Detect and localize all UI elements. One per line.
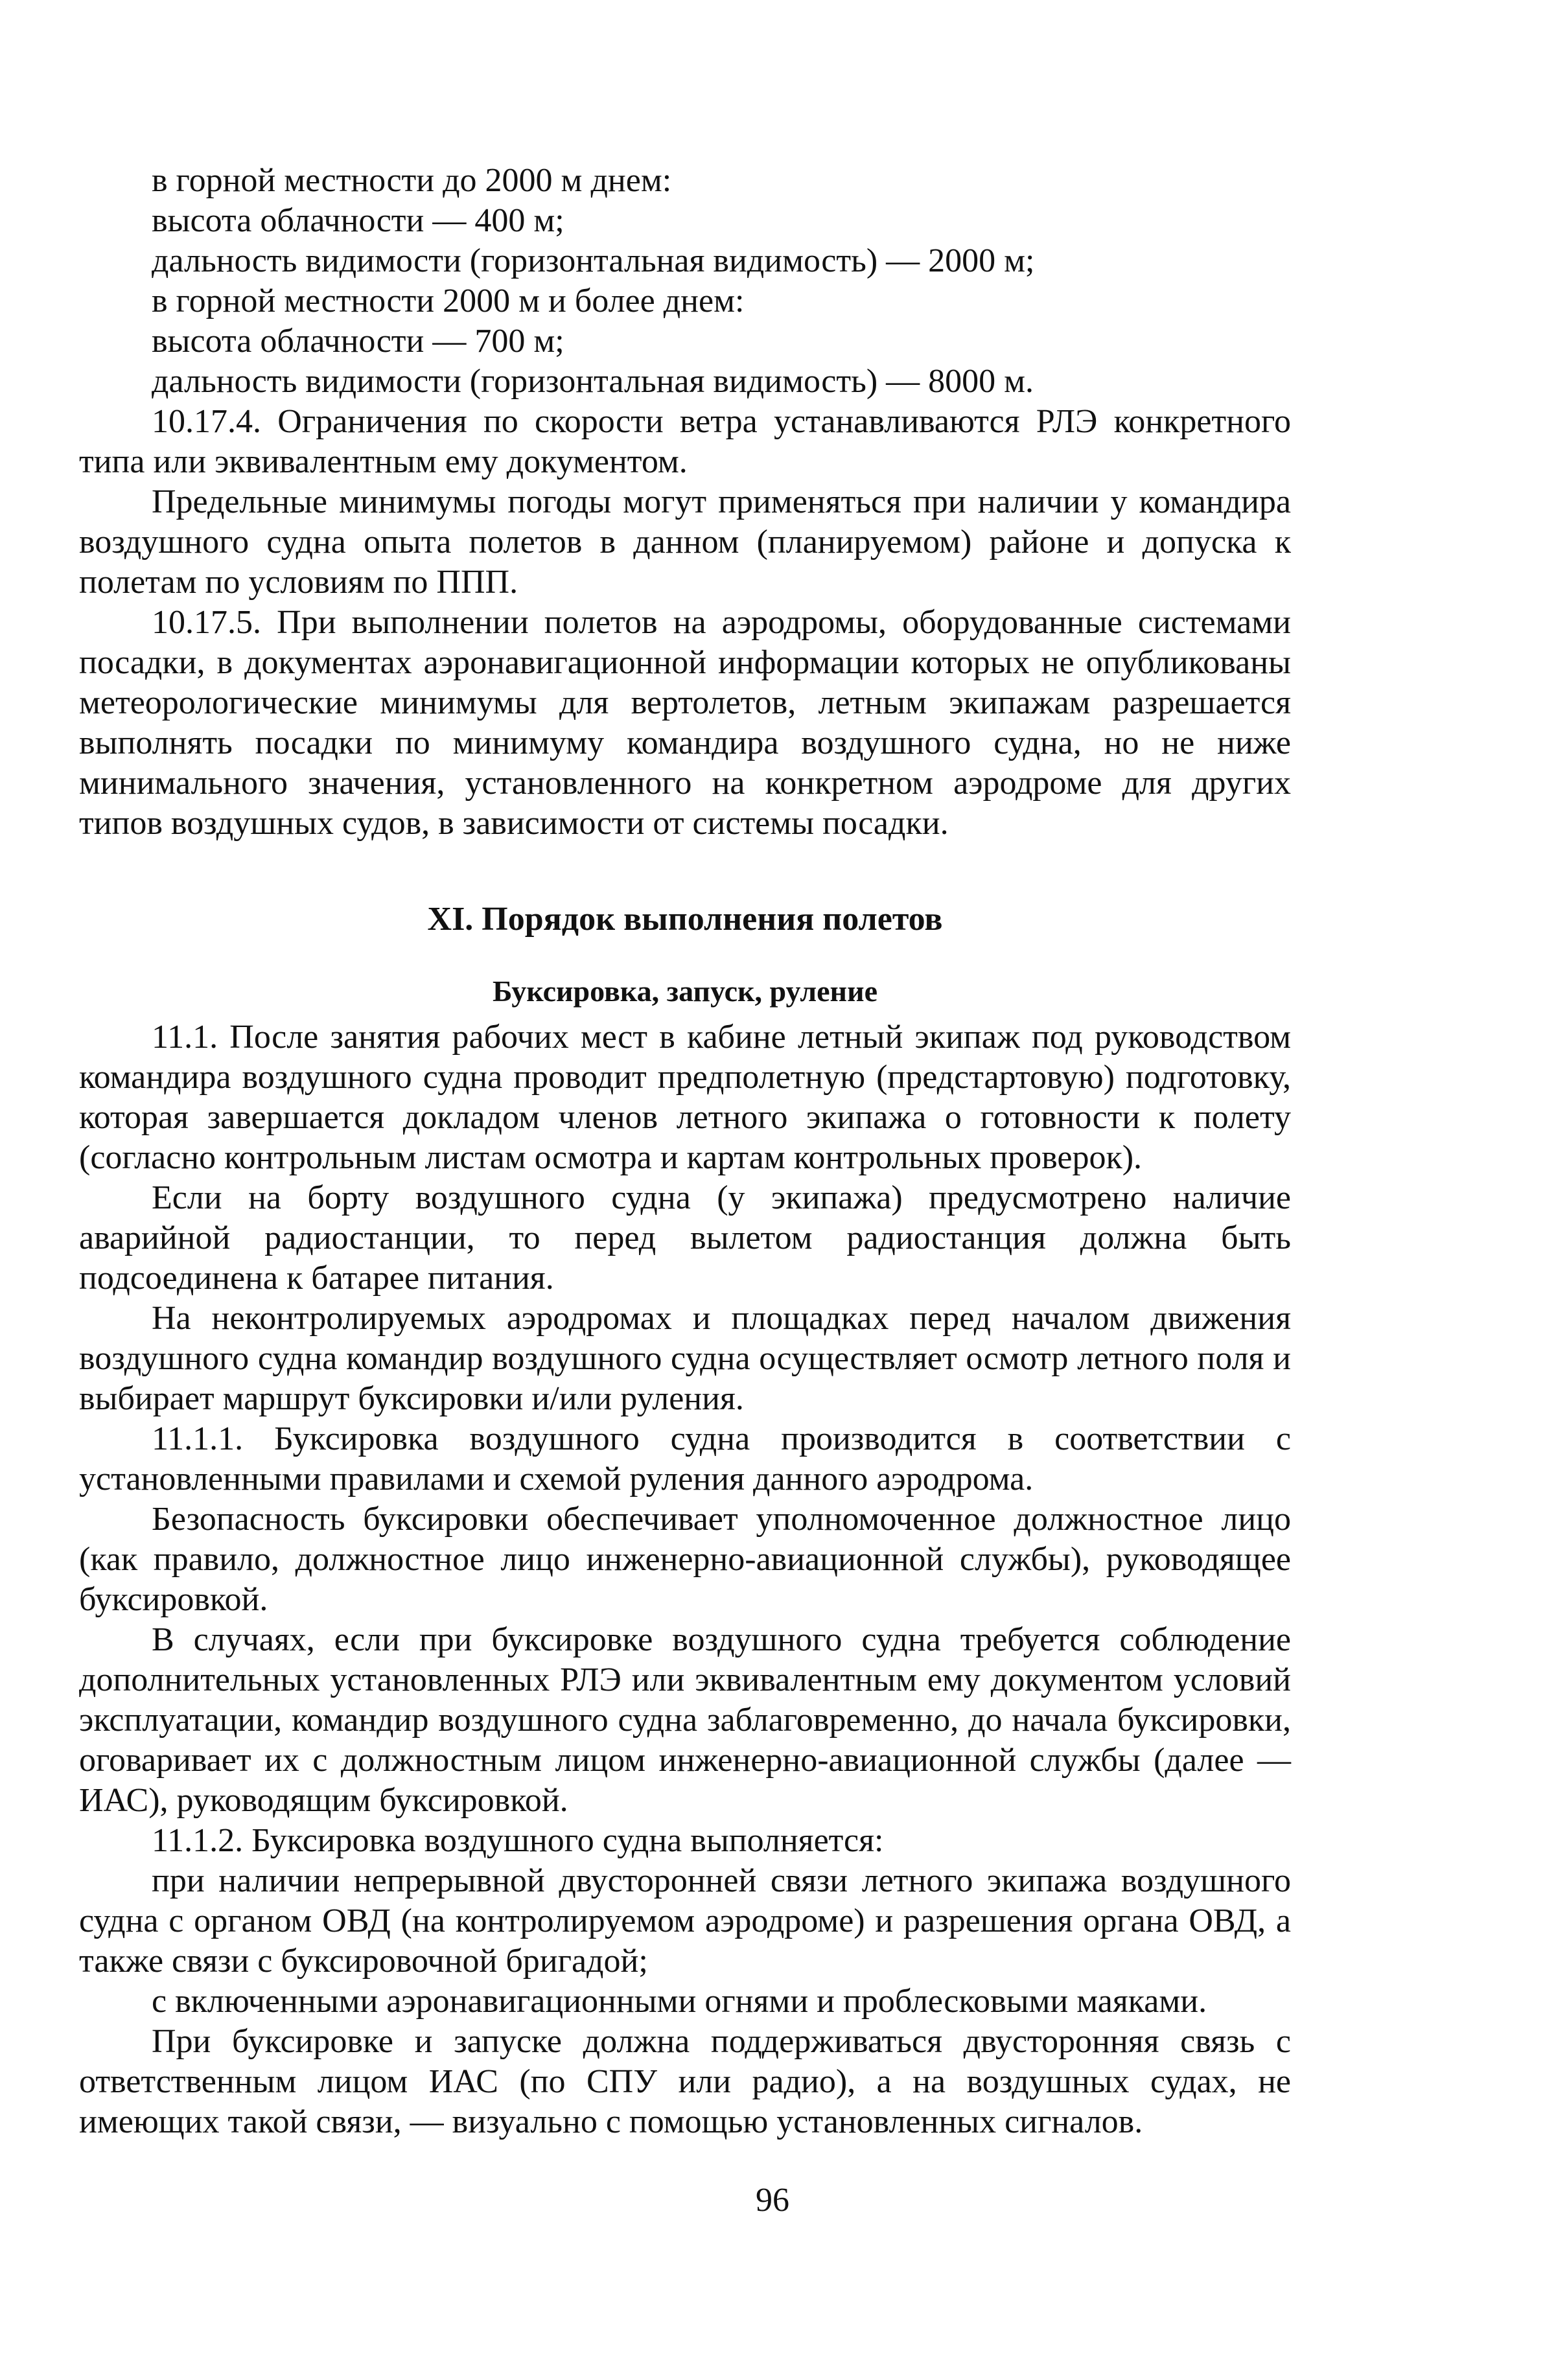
section-body bbox=[79, 1017, 1291, 2142]
paragraph: При буксировке и запуске должна поддерживаться двусторонняя связь с ответственным лицом ИАС (по СПУ или радио), а на воздушных судах, не имеющих такой связи, — визуально с помощью установленных сигналов. bbox=[79, 2023, 1291, 2140]
list-item: с включенными аэронавигационными огнями и проблесковыми маяками. bbox=[152, 1983, 1207, 2020]
text-line: в горной местности 2000 м и более днем: bbox=[152, 283, 745, 319]
text-line: в горной местности до 2000 м днем: bbox=[152, 162, 672, 199]
paragraph-10-17-4: 10.17.4. Ограничения по скорости ветра устанавливаются РЛЭ конкретного типа или эквивалентным ему документом. bbox=[79, 403, 1291, 480]
page-number: 96 bbox=[756, 2182, 789, 2219]
paragraph: На неконтролируемых аэродромах и площадках перед началом движения воздушного судна командир воздушного судна осуществляет осмотр летного поля и выбирает маршрут буксировки и/или руления. bbox=[79, 1300, 1291, 1417]
top-text-block bbox=[79, 161, 1291, 844]
subsection-title: Буксировка, запуск, руление bbox=[492, 975, 877, 1008]
subsection-heading-block bbox=[79, 973, 1291, 1010]
section-heading-block bbox=[79, 899, 1291, 940]
paragraph-11-1-1: 11.1.1. Буксировка воздушного судна производится в соответствии с установленными правилами и схемой руления данного аэродрома. bbox=[79, 1420, 1291, 1497]
paragraph: В случаях, если при буксировке воздушного судна требуется соблюдение дополнительных установленных РЛЭ или эквивалентным ему документом условий эксплуатации, командир воздушного судна заблаговременно, до начала буксировки, оговаривает их с должностным лицом инженерно-авиационной службы (далее — ИАС), руководящим буксировкой. bbox=[79, 1621, 1291, 1819]
paragraph-11-1-2: 11.1.2. Буксировка воздушного судна выполняется: bbox=[152, 1822, 884, 1859]
section-title: XI. Порядок выполнения полетов bbox=[427, 901, 943, 938]
paragraph: Если на борту воздушного судна (у экипажа) предусмотрено наличие аварийной радиостанции, то перед вылетом радиостанция должна быть подсоединена к батарее питания. bbox=[79, 1179, 1291, 1297]
paragraph: Безопасность буксировки обеспечивает уполномоченное должностное лицо (как правило, должностное лицо инженерно-авиационной службы), руководящее буксировкой. bbox=[79, 1501, 1291, 1618]
list-item: при наличии непрерывной двусторонней связи летного экипажа воздушного судна с органом ОВД (на контролируемом аэродроме) и разрешения органа ОВД, а также связи с буксировочной бригадой; bbox=[79, 1862, 1291, 1980]
paragraph-11-1: 11.1. После занятия рабочих мест в кабине летный экипаж под руководством командира воздушного судна проводит предполетную (предстартовую) подготовку, которая завершается докладом членов летного экипажа о готовности к полету (согласно контрольным листам осмотра и картам контрольных проверок). bbox=[79, 1019, 1291, 1176]
text-line: дальность видимости (горизонтальная видимость) — 2000 м; bbox=[152, 242, 1035, 279]
paragraph-minimums: Предельные минимумы погоды могут применяться при наличии у командира воздушного судна опыта полетов в данном (планируемом) районе и допуска к полетам по условиям по ППП. bbox=[79, 483, 1291, 601]
text-line: высота облачности — 700 м; bbox=[152, 323, 564, 360]
paragraph-10-17-5: 10.17.5. При выполнении полетов на аэродромы, оборудованные системами посадки, в документах аэронавигационной информации которых не опубликованы метеорологические минимумы для вертолетов, летным экипажам разрешается выполнять посадки по минимуму командира воздушного судна, но не ниже минимального значения, установленного на конкретном аэродроме для других типов воздушных судов, в зависимости от системы посадки. bbox=[79, 604, 1291, 842]
text-line: высота облачности — 400 м; bbox=[152, 202, 564, 239]
text-line: дальность видимости (горизонтальная видимость) — 8000 м. bbox=[152, 363, 1034, 400]
